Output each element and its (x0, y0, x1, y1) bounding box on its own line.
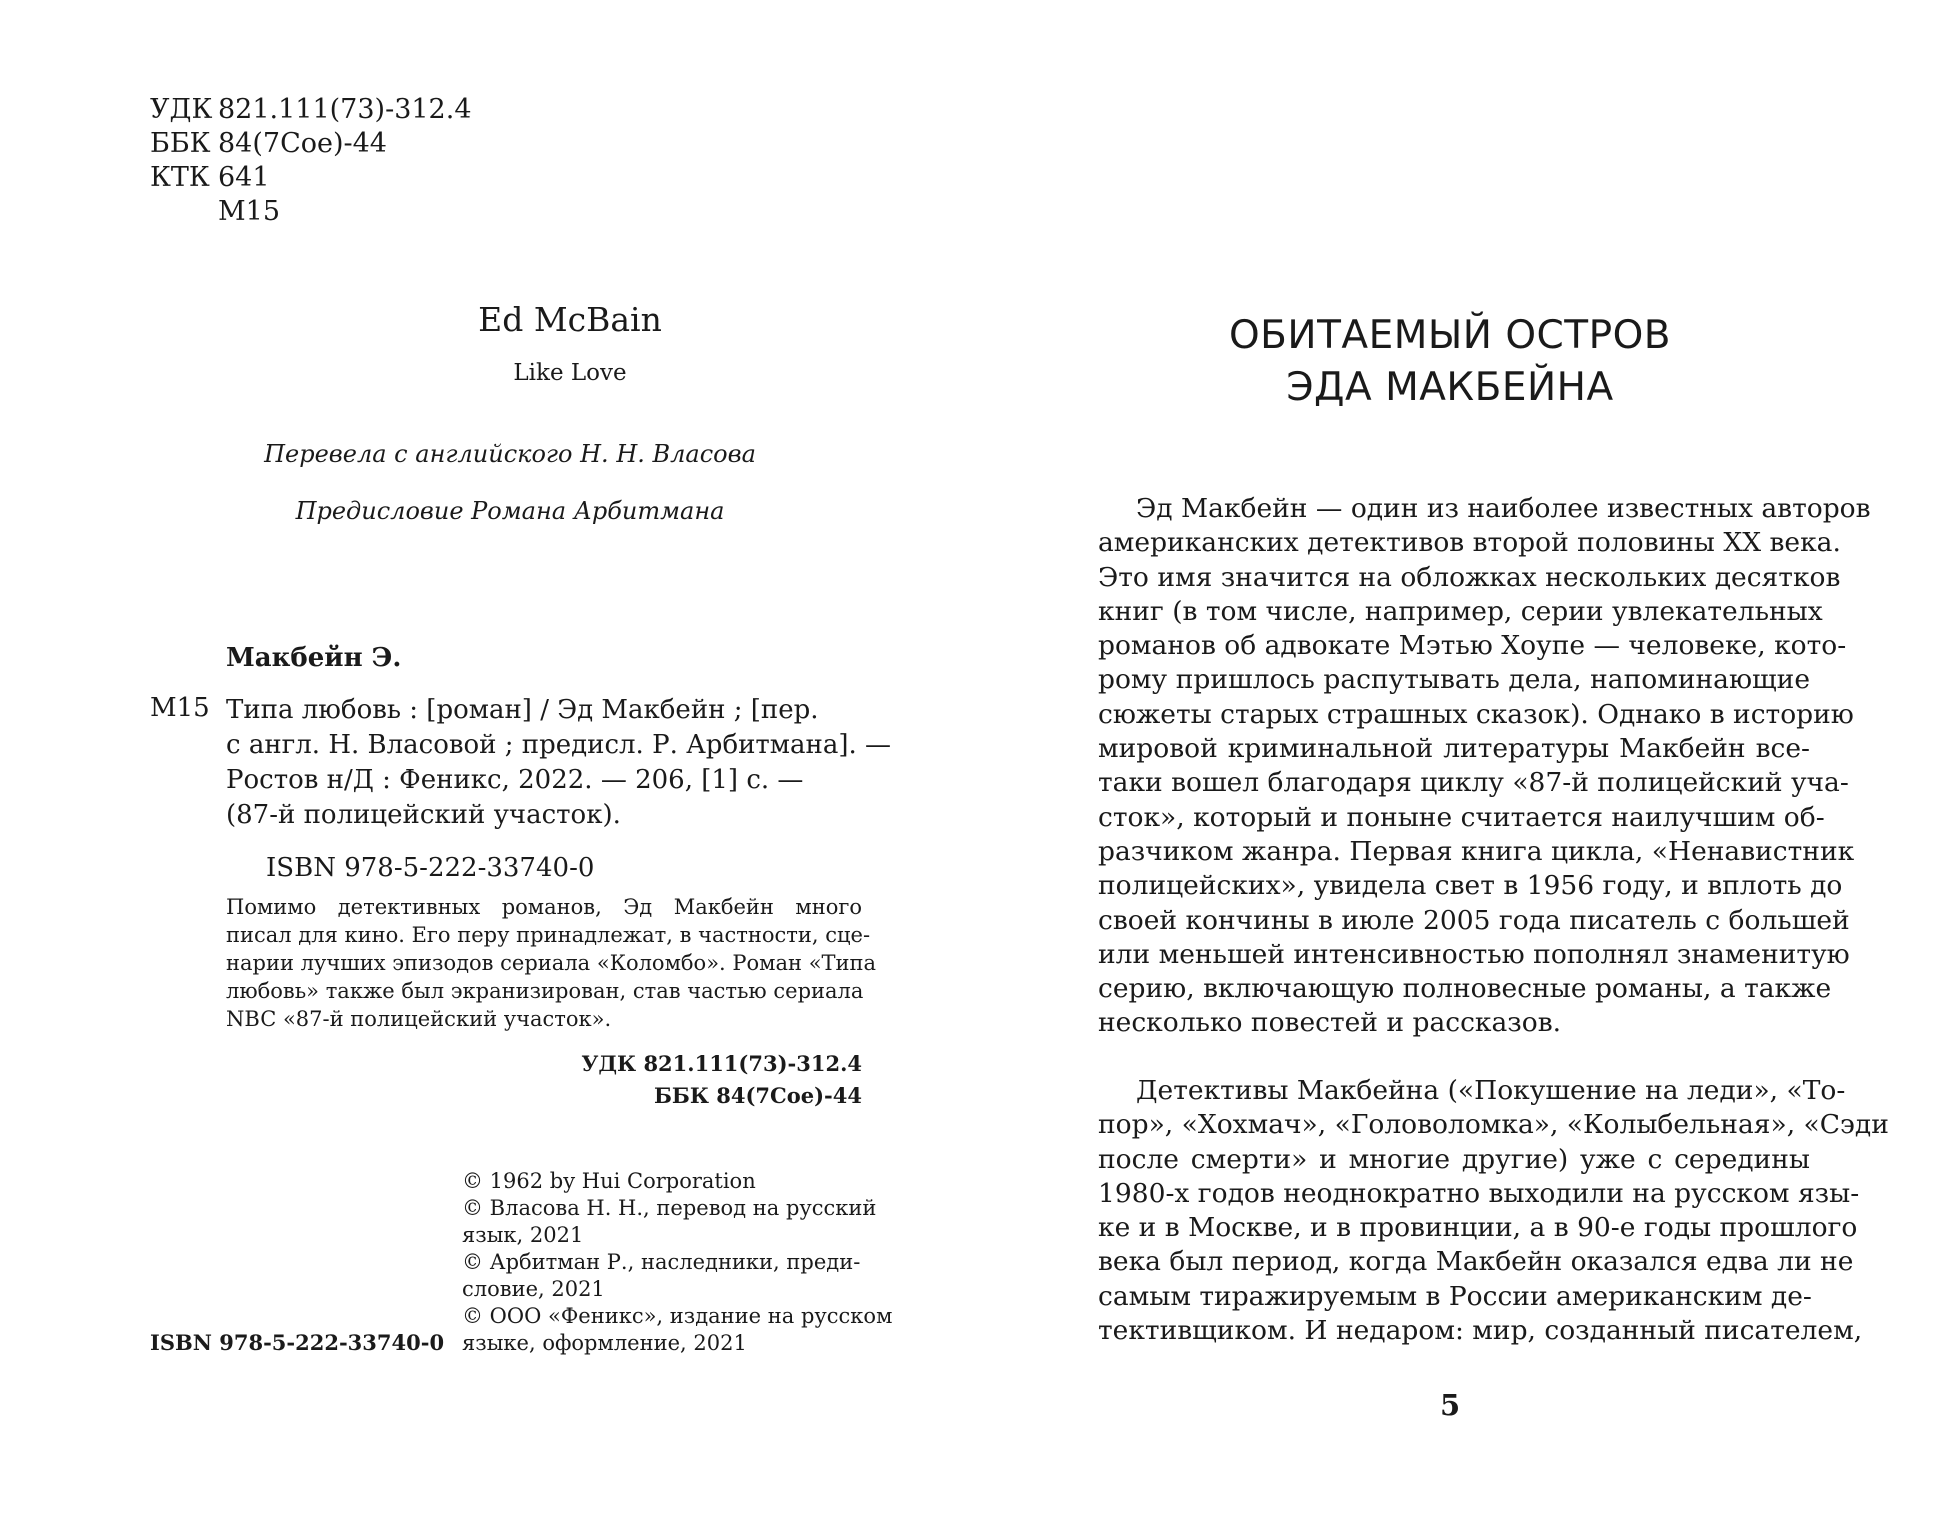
classification-codes-bold (560, 1048, 862, 1112)
text-line: века был период, когда Макбейн оказался едва ли не (1098, 1246, 1854, 1278)
text-line: несколько повестей и рассказов. (1098, 1007, 1562, 1039)
text-line: пор», «Хохмач», «Головоломка», «Колыбельная», «Сэди (1098, 1109, 1889, 1141)
text-line: полицейских», увидела свет в 1956 году, и вплоть до (1098, 870, 1843, 902)
annotation-line: NBC «87-й полицейский участок». (226, 1007, 612, 1031)
text-line: 1980-х годов неоднократно выходили на русском язы- (1098, 1177, 1860, 1209)
paragraph-2 (1098, 1074, 1889, 1348)
annotation-line: писал для кино. Его перу принадлежат, в частности, сце- (226, 923, 871, 947)
text-line: своей кончины в июле 2005 года писатель с большей (1098, 904, 1850, 936)
translator-credit: Перевела с английского Н. Н. Власова (264, 440, 756, 468)
text-line: или меньшей интенсивностью пополнял знаменитую (1098, 938, 1850, 970)
text-line: мировой криминальной литературы Макбейн все- (1098, 733, 1810, 765)
copyright-line: © ООО «Феникс», издание на русском (462, 1304, 893, 1328)
catalog-author: Макбейн Э. (226, 643, 402, 673)
text-line: американских детективов второй половины XX века. (1098, 527, 1841, 559)
copyright-line: языке, оформление, 2021 (462, 1331, 747, 1355)
original-title: Like Love (513, 360, 627, 386)
catalog-code: М15 (150, 693, 210, 723)
text-line: сюжеты старых страшных сказок). Однако в историю (1098, 698, 1854, 730)
text-line: после смерти» и многие другие) уже с середины (1098, 1143, 1810, 1175)
annotation (226, 893, 877, 1033)
classification-codes (150, 93, 472, 229)
text-line: рому пришлось распутывать дела, напоминающие (1098, 664, 1810, 696)
annotation-line: любовь» также был экранизирован, став частью сериала (226, 979, 864, 1003)
bbk-bold: ББК 84(7Сое)-44 (653, 1083, 862, 1108)
copyright-line: словие, 2021 (462, 1277, 605, 1301)
catalog-line: Типа любовь : [роман] / Эд Макбейн ; [пер. (226, 695, 819, 725)
text-line: сток», который и поныне считается наилучшим об- (1098, 801, 1825, 833)
catalog-entry (226, 693, 892, 833)
chapter-title (1150, 310, 1750, 414)
preface-credit: Предисловие Романа Арбитмана (295, 497, 725, 525)
copyright-line: © 1962 by Hui Corporation (462, 1169, 756, 1193)
text-line: таки вошел благодаря циклу «87-й полицейский уча- (1098, 767, 1849, 799)
text-line: Это имя значится на обложках нескольких десятков (1098, 561, 1841, 593)
paragraph-1 (1098, 492, 1871, 1041)
chapter-title-line: ОБИТАЕМЫЙ ОСТРОВ (1228, 313, 1672, 358)
catalog-line: (87-й полицейский участок). (226, 800, 621, 830)
text-line: ке и в Москве, и в провинции, а в 90-е годы прошлого (1098, 1212, 1858, 1244)
chapter-title-line: ЭДА МАКБЕЙНА (1286, 365, 1614, 410)
text-line: тективщиком. И недаром: мир, созданный писателем, (1098, 1315, 1863, 1347)
copyright-block (462, 1168, 892, 1357)
copyright-line: © Власова Н. Н., перевод на русский (462, 1196, 877, 1220)
udk-line: УДК 821.111(73)-312.4 (150, 94, 472, 125)
catalog-isbn: ISBN 978-5-222-33740-0 (266, 853, 595, 883)
text-line: Детективы Макбейна («Покушение на леди», «То- (1136, 1075, 1846, 1106)
copyright-line: © Арбитман Р., наследники, преди- (462, 1250, 861, 1274)
text-line: книг (в том числе, например, серии увлекательных (1098, 595, 1823, 627)
text-line: Эд Макбейн — один из наиболее известных авторов (1136, 493, 1871, 524)
bbk-line: ББК 84(7Сое)-44 (150, 128, 387, 159)
ktk-line: КТК 641 (150, 162, 270, 193)
annotation-line: нарии лучших эпизодов сериала «Коломбо». Роман «Типа (226, 951, 877, 975)
annotation-line: Помимо детективных романов, Эд Макбейн много (226, 895, 862, 919)
udk-bold: УДК 821.111(73)-312.4 (581, 1051, 862, 1076)
text-line: самым тиражируемым в России американским де- (1098, 1280, 1812, 1312)
text-line: серию, включающую полновесные романы, а также (1098, 973, 1832, 1005)
catalog-line: Ростов н/Д : Феникс, 2022. — 206, [1] с. — (226, 765, 804, 795)
text-line: романов об адвокате Мэтью Хоупе — человеке, кото- (1098, 630, 1847, 662)
isbn-bottom: ISBN 978-5-222-33740-0 (150, 1330, 445, 1355)
author-sign: М15 (218, 196, 281, 227)
text-line: разчиком жанра. Первая книга цикла, «Ненавистник (1098, 835, 1855, 867)
original-author: Ed McBain (478, 300, 662, 339)
copyright-line: язык, 2021 (462, 1223, 584, 1247)
page-number: 5 (1440, 1388, 1461, 1422)
catalog-line: с англ. Н. Власовой ; предисл. Р. Арбитмана]. — (226, 730, 892, 760)
